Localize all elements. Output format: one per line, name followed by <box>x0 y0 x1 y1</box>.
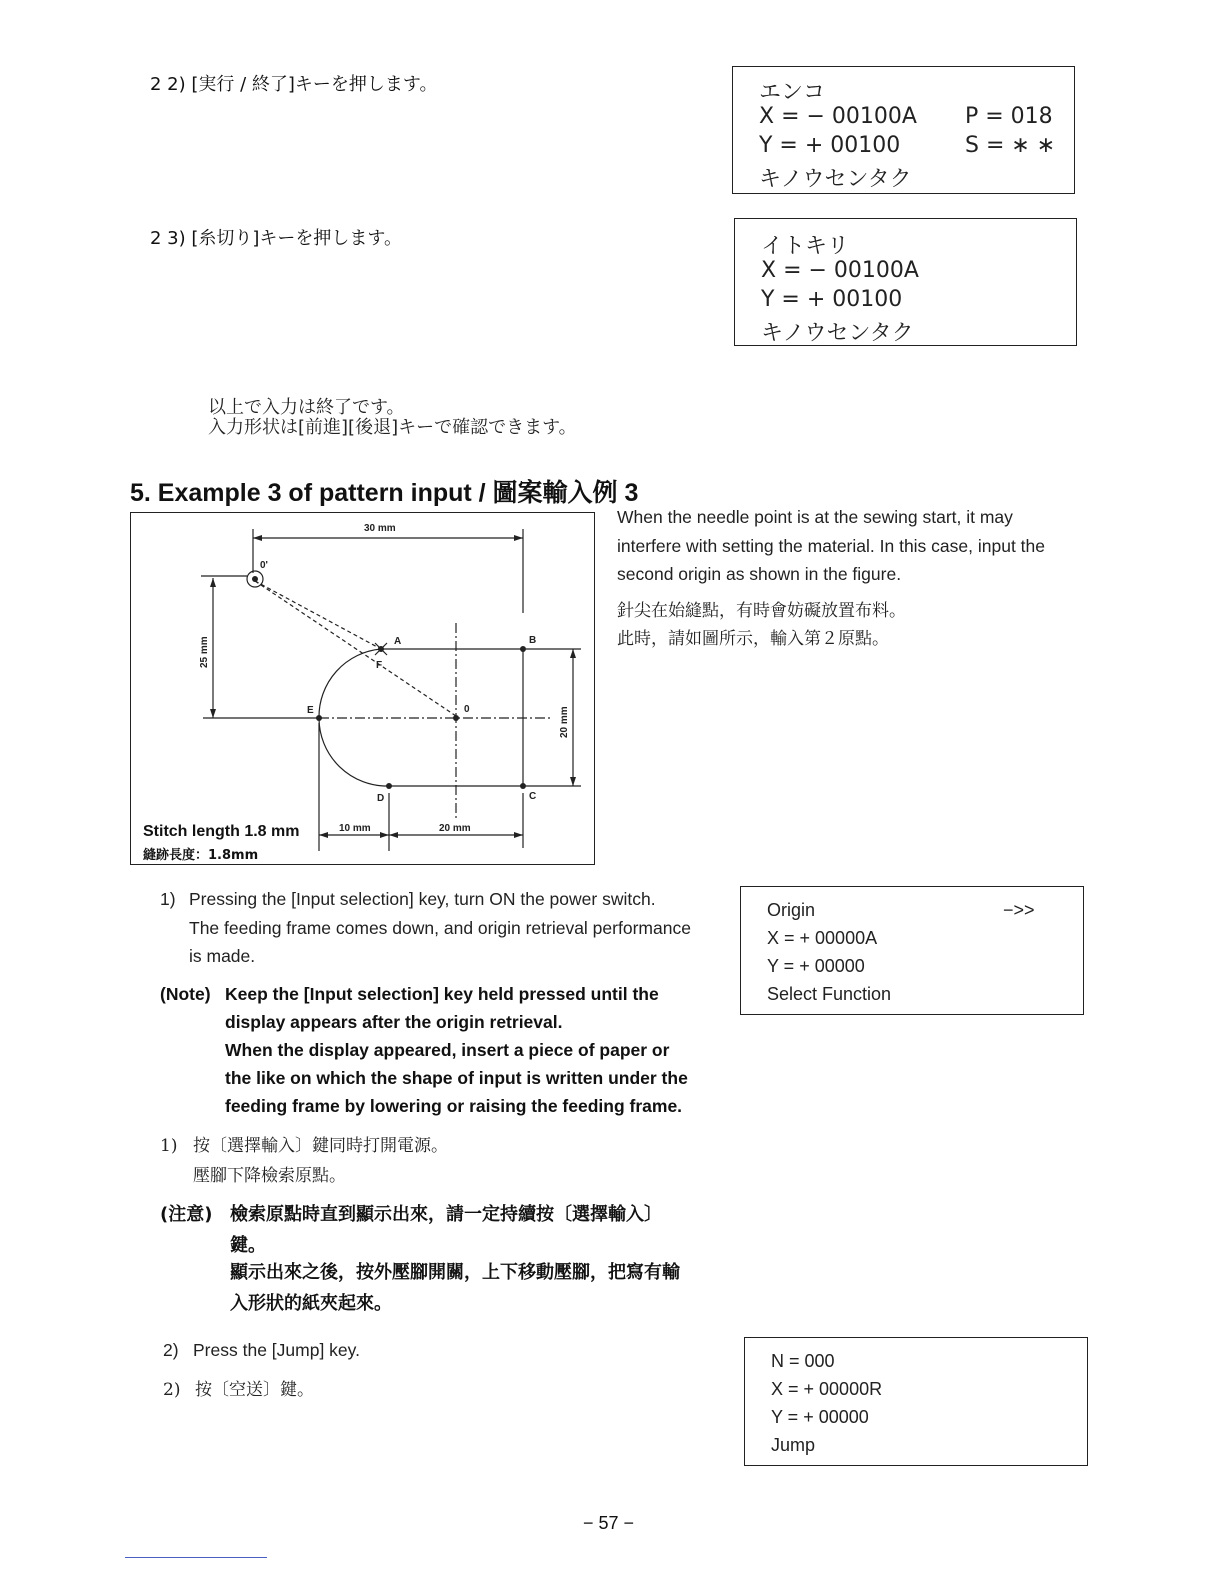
step-23-text: 2 3) [糸切り]キーを押します。 <box>150 228 402 249</box>
note-cn-line2: 鍵。 <box>230 1235 266 1256</box>
dim-20mm-h-label: 20 mm <box>439 823 471 834</box>
note-line: display appears after the origin retrieval. <box>225 1012 563 1032</box>
lcd-line: Jump <box>771 1435 816 1455</box>
intro-en <box>617 503 1045 589</box>
point-o-label: 0 <box>464 704 470 715</box>
intro-en-line: When the needle point is at the sewing start, it may <box>617 507 1013 527</box>
note-cn-line3: 顯示出來之後，按外壓腳開關，上下移動壓腳，把寫有輸 <box>230 1262 680 1283</box>
lcd-line: Select Function <box>767 984 892 1004</box>
lcd-line: N = 000 <box>771 1351 835 1371</box>
lcd-line: イトキリ <box>761 234 850 259</box>
step-2-number: 2) <box>163 1340 179 1360</box>
pattern-diagram <box>131 513 594 864</box>
lcd-line: X = + 00000A <box>767 928 878 948</box>
lcd-display-thread-trim <box>734 218 1077 346</box>
lcd-line: Y = + 00100 <box>759 133 901 158</box>
lcd-line: エンコ <box>759 80 826 105</box>
step-1-line: Pressing the [Input selection] key, turn ON the power switch. <box>189 889 656 909</box>
lcd-line: Y = + 00000 <box>771 1407 869 1427</box>
footer-rule <box>125 1557 267 1558</box>
step-2-cn-number: 2) <box>163 1380 181 1400</box>
lcd-line: P = 018 <box>965 104 1053 129</box>
point-d-label: D <box>377 793 385 804</box>
step-22-text: 2 2) [実行 / 終了]キーを押します。 <box>150 74 438 95</box>
lcd-display-encode <box>732 66 1075 194</box>
lcd-line: Origin <box>767 900 816 920</box>
step-1-text <box>189 885 729 971</box>
lcd-line: Y = + 00100 <box>761 287 903 312</box>
note-cn-line1: 檢索原點時直到顯示出來，請一定持續按〔選擇輸入〕 <box>230 1204 662 1225</box>
intro-cn-line: 針尖在始縫點，有時會妨礙放置布料。 <box>617 601 906 621</box>
jp-end-line2: 入力形状は[前進][後退]キーで確認できます。 <box>208 417 577 438</box>
dim-20mm-v-label: 20 mm <box>559 706 570 738</box>
step-1-cn-line1: 按〔選擇輸入〕鍵同時打開電源。 <box>193 1136 448 1156</box>
step-1-line: is made. <box>189 946 256 966</box>
note-cn-label: (注意) <box>160 1204 213 1225</box>
lcd-line: キノウセンタク <box>761 321 914 346</box>
point-e-label: E <box>307 705 314 716</box>
point-c-label: C <box>529 791 537 802</box>
lcd-display-origin <box>740 886 1084 1015</box>
dim-30mm-label: 30 mm <box>364 523 396 534</box>
note-text <box>225 980 725 1120</box>
point-b-label: B <box>529 635 537 646</box>
stitch-length-cn: 縫跡長度：1.8mm <box>143 848 259 863</box>
lcd-line: X = − 00100A <box>759 104 917 129</box>
step-1-number: 1) <box>160 889 176 909</box>
intro-en-line: second origin as shown in the figure. <box>617 564 902 584</box>
intro-cn <box>617 597 906 653</box>
step-2-text: Press the [Jump] key. <box>193 1340 360 1360</box>
lcd-line: −>> <box>1003 900 1035 920</box>
jp-end-line1: 以上で入力は終了です。 <box>208 397 405 418</box>
intro-en-line: interfere with setting the material. In this case, input the <box>617 535 1045 556</box>
lcd-line: キノウセンタク <box>759 167 912 192</box>
dim-10mm-label: 10 mm <box>339 823 371 834</box>
lcd-line: X = − 00100A <box>761 258 919 283</box>
step-1-line: The feeding frame comes down, and origin retrieval performance <box>189 917 691 938</box>
note-line: feeding frame by lowering or raising the feeding frame. <box>225 1096 683 1116</box>
note-line: the like on which the shape of input is written under the <box>225 1068 688 1088</box>
stitch-length-en: Stitch length 1.8 mm <box>143 823 300 840</box>
note-line: When the display appeared, insert a piece of paper or <box>225 1040 670 1060</box>
point-origin2-label: 0' <box>260 560 268 571</box>
intro-cn-line: 此時，請如圖所示，輸入第２原點。 <box>617 629 889 649</box>
note-line: Keep the [Input selection] key held pressed until the <box>225 984 659 1004</box>
page-number: − 57 − <box>583 1513 635 1533</box>
section-title: 5. Example 3 of pattern input / 圖案輸入例 3 <box>130 479 639 507</box>
step-2-cn-text: 按〔空送〕鍵。 <box>195 1380 314 1400</box>
note-label: (Note) <box>160 984 211 1004</box>
step-1-cn-line2: 壓腳下降檢索原點。 <box>193 1166 346 1186</box>
note-cn-line4: 入形狀的紙夾起來。 <box>230 1293 392 1314</box>
lcd-line: Y = + 00000 <box>767 956 865 976</box>
point-f-label: F <box>376 660 383 671</box>
step-1-cn-number: 1) <box>160 1136 178 1156</box>
dim-25mm-label: 25 mm <box>199 636 210 668</box>
pattern-figure <box>130 512 595 865</box>
point-a-label: A <box>394 636 402 647</box>
lcd-line: S = ∗ ∗ <box>965 133 1056 158</box>
lcd-display-jump <box>744 1337 1088 1466</box>
lcd-line: X = + 00000R <box>771 1379 883 1399</box>
